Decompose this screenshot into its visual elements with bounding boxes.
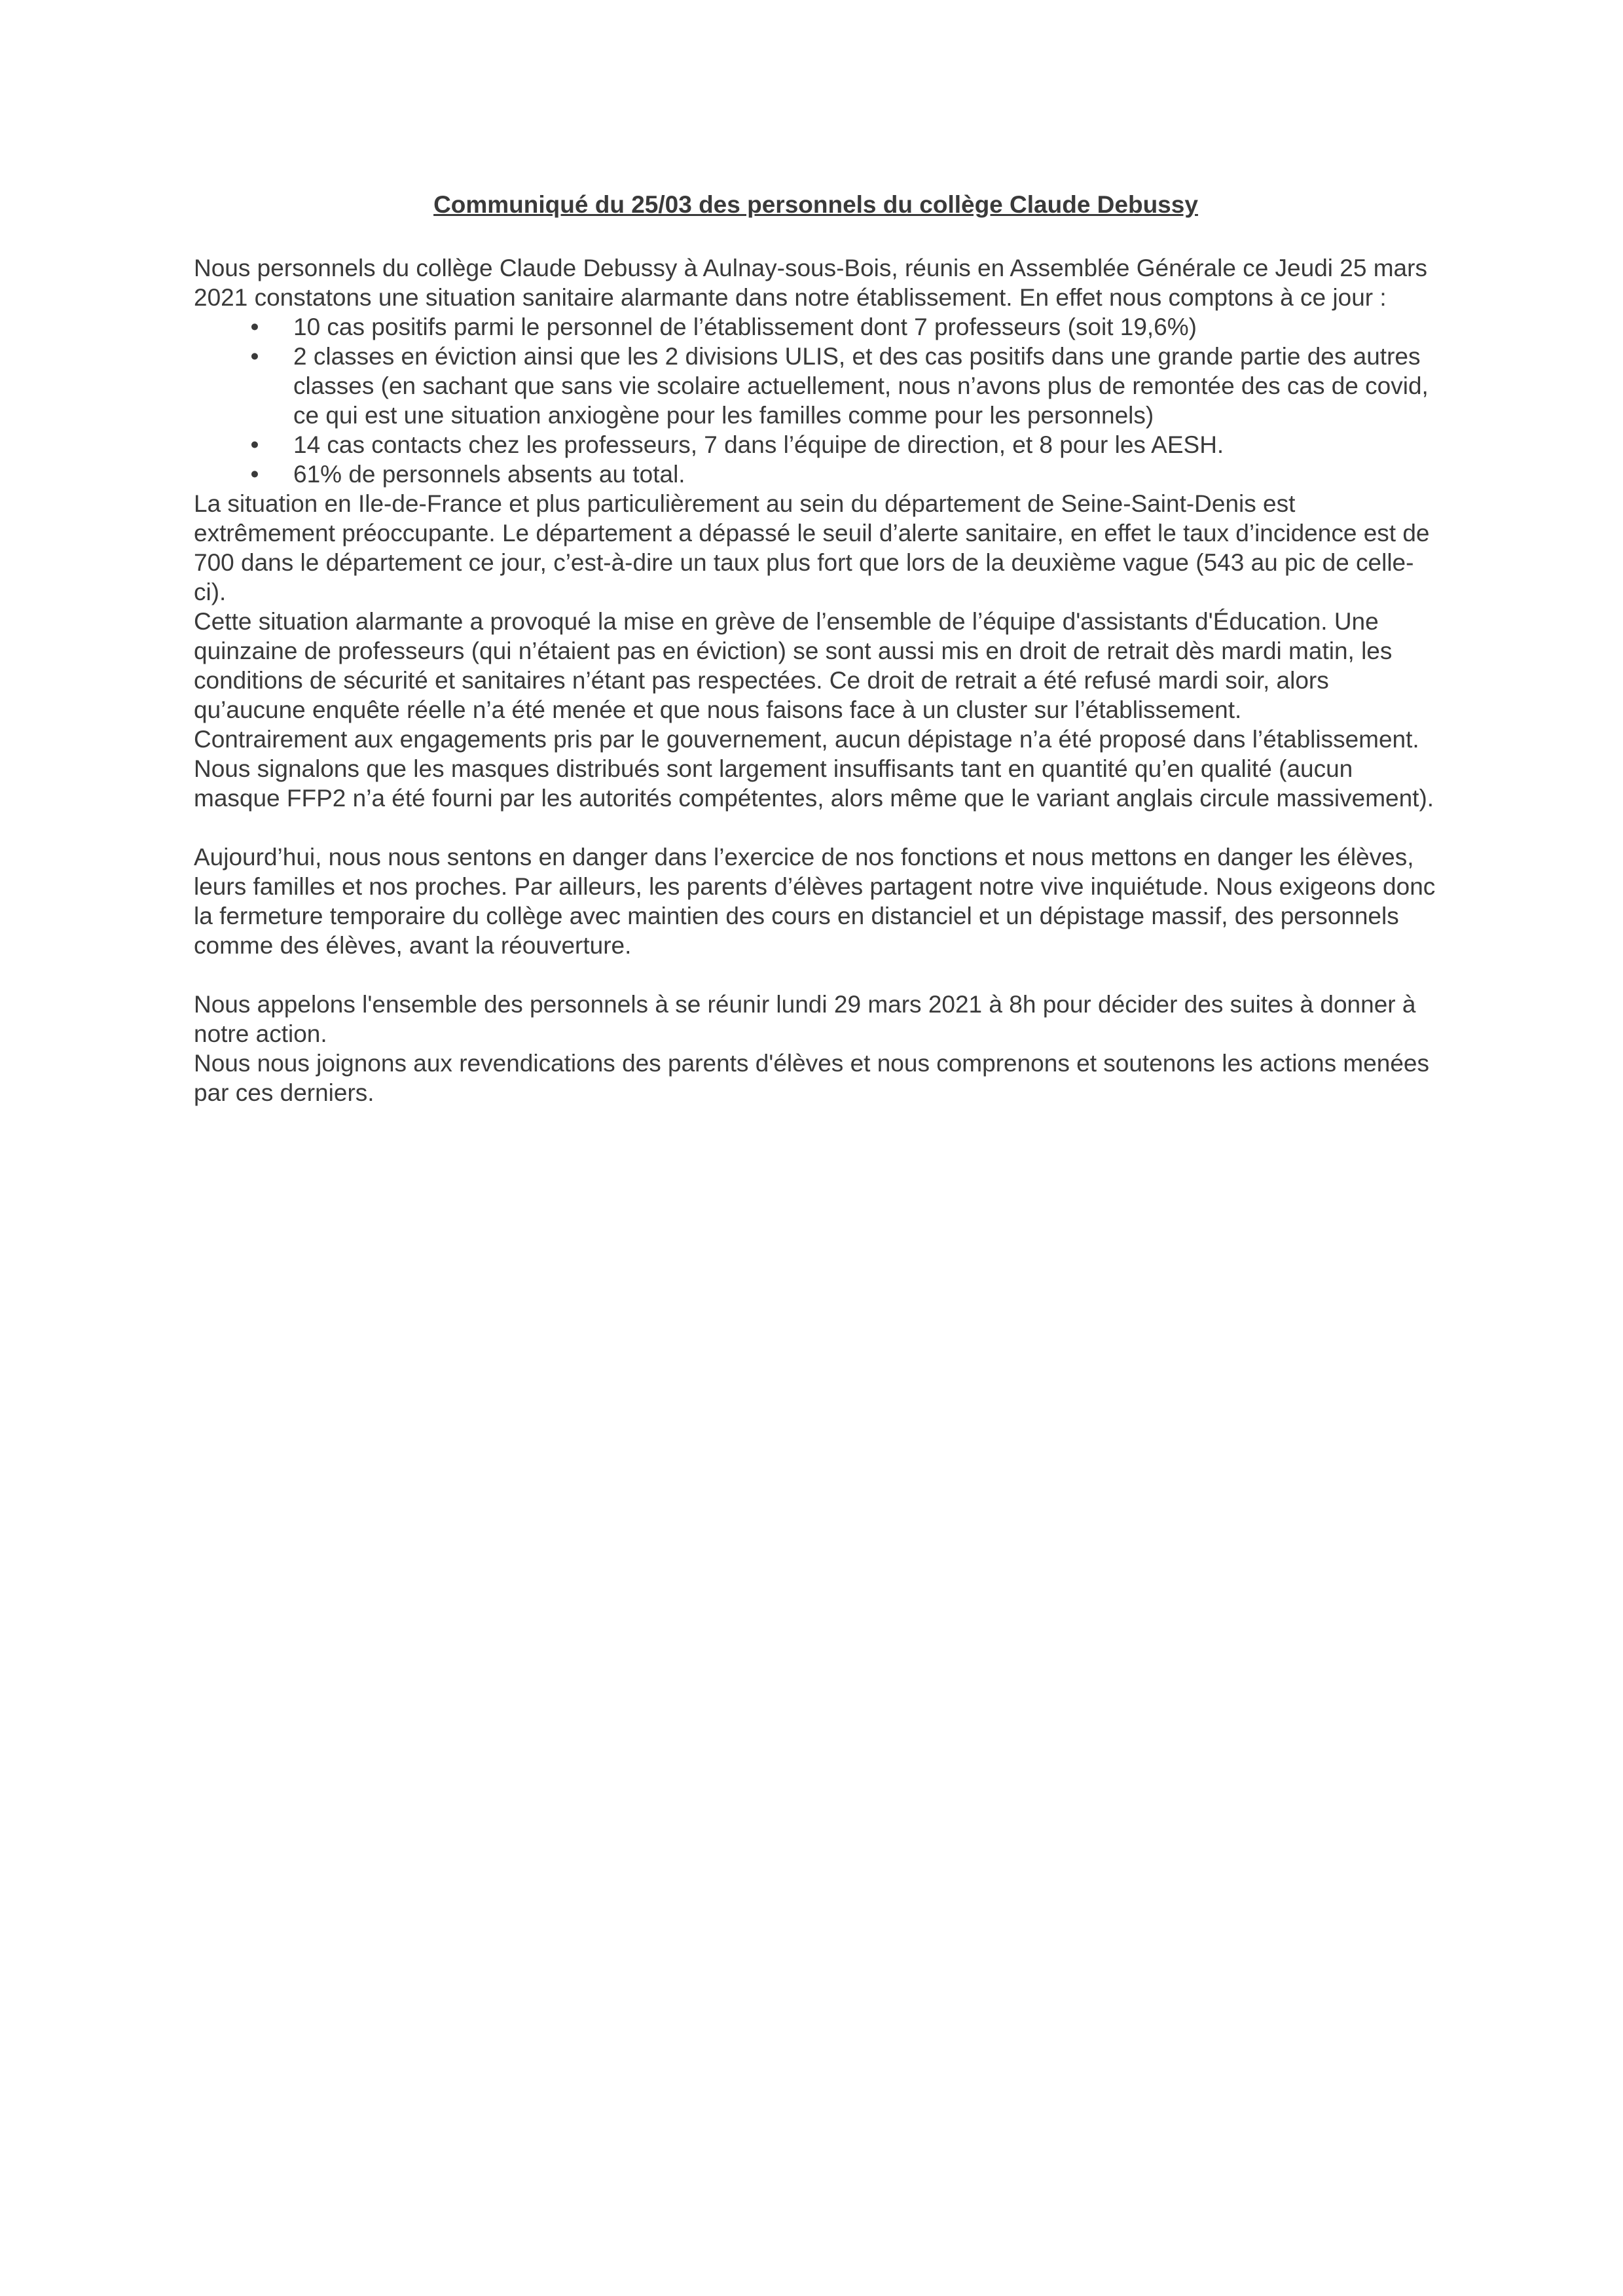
situation-paragraph: La situation en Ile-de-France et plus particulièrement au sein du département de Seine-Saint-Denis est extrêmement préoccupante. Le département a dépassé le seuil d’alerte sanitaire, en effet le taux d’incidence est de 700 dans le département ce jour, c’est-à-dire un taux plus fort que lors de la deuxième vague (543 au pic de celle-ci). [194,490,1430,605]
list-item-text: 2 classes en éviction ainsi que les 2 divisions ULIS, et des cas positifs dans une grande partie des autres classes (en sachant que sans vie scolaire actuellement, nous n’avons plus de remontée des cas de covid, ce qui est une situation anxiogène pour les familles comme pour les personnels) [293,343,1429,429]
strike-paragraph: Cette situation alarmante a provoqué la mise en grève de l’ensemble de l’équipe d'assistants d'Éducation. Une quinzaine de professeurs (qui n’étaient pas en éviction) se sont aussi mis en droit de retrait dès mardi matin, les conditions de sécurité et sanitaires n’étant pas respectées. Ce droit de retrait a été refusé mardi soir, alors qu’aucune enquête réelle n’a été menée et que nous faisons face à un cluster sur l’établissement. [194,608,1393,723]
bullet-list [194,312,1438,489]
list-item [194,430,1438,459]
meeting-paragraph: Nous appelons l'ensemble des personnels à se réunir lundi 29 mars 2021 à 8h pour décider des suites à donner à notre action. [194,991,1416,1047]
intro-paragraph: Nous personnels du collège Claude Debussy à Aulnay-sous-Bois, réunis en Assemblée Générale ce Jeudi 25 mars 2021 constatons une situation sanitaire alarmante dans notre établissement. En effet nous comptons à ce jour : [194,255,1427,311]
bullet-icon: • [250,461,259,488]
document-body [194,190,1438,1107]
list-item-text: 10 cas positifs parmi le personnel de l’établissement dont 7 professeurs (soit 19,6%) [293,314,1197,340]
document-title: Communiqué du 25/03 des personnels du collège Claude Debussy [433,191,1198,218]
demands-paragraph: Aujourd’hui, nous nous sentons en danger dans l’exercice de nos fonctions et nous mettons en danger les élèves, leurs familles et nos proches. Par ailleurs, les parents d’élèves partagent notre vive inquiétude. Nous exigeons donc la fermeture temporaire du collège avec maintien des cours en distanciel et un dépistage massif, des personnels comme des élèves, avant la réouverture. [194,844,1436,959]
list-item [194,312,1438,342]
bullet-icon: • [250,431,259,458]
support-paragraph: Nous nous joignons aux revendications des parents d'élèves et nous comprenons et soutenons les actions menées par ces derniers. [194,1050,1429,1106]
list-item [194,459,1438,489]
list-item-text: 14 cas contacts chez les professeurs, 7 dans l’équipe de direction, et 8 pour les AESH. [293,431,1224,458]
bullet-icon: • [250,314,259,340]
bullet-icon: • [250,343,259,370]
list-item-text: 61% de personnels absents au total. [293,461,685,488]
screening-paragraph: Contrairement aux engagements pris par le gouvernement, aucun dépistage n’a été proposé dans l’établissement. Nous signalons que les masques distribués sont largement insuffisants tant en quantité qu’en qualité (aucun masque FFP2 n’a été fourni par les autorités compétentes, alors même que le variant anglais circule massivement). [194,726,1434,812]
list-item [194,342,1438,430]
